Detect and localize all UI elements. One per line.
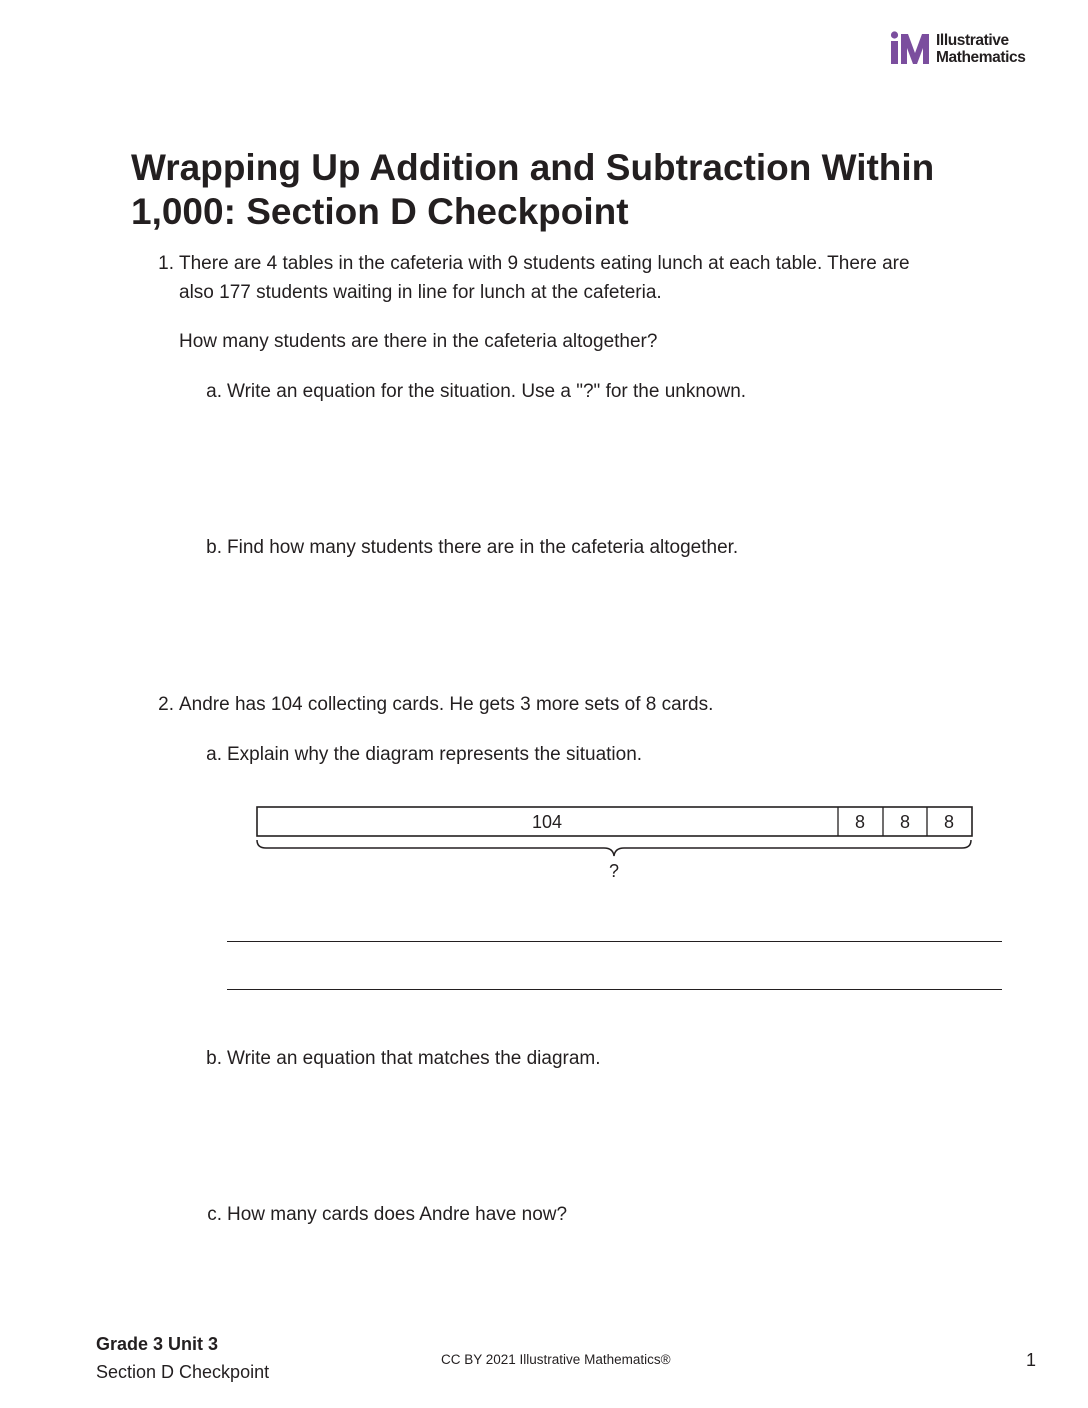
page-title-line-2: 1,000: Section D Checkpoint xyxy=(131,191,629,232)
problem-2-part-c xyxy=(198,1200,567,1229)
problem-2-part-b-label: b. xyxy=(206,1048,222,1069)
tape-segment-8-label-2: 8 xyxy=(899,812,911,832)
problem-1-text-line-1: There are 4 tables in the cafeteria with 9 students eating lunch at each table. There are xyxy=(179,253,910,274)
tape-segment-8-label-1: 8 xyxy=(854,812,866,832)
logo-line-1: Illustrative xyxy=(936,32,1009,49)
answer-line-1[interactable] xyxy=(227,941,1002,942)
page-title-line-1: Wrapping Up Addition and Subtraction Within xyxy=(131,147,935,188)
problem-2-part-b xyxy=(198,1044,601,1073)
problem-1-part-a-text: Write an equation for the situation. Use a "?" for the unknown. xyxy=(227,381,747,402)
total-unknown-label: ? xyxy=(608,861,620,881)
footer-section: Section D Checkpoint xyxy=(96,1362,270,1382)
page-number: 1 xyxy=(1025,1350,1036,1370)
logo-line-2: Mathematics xyxy=(936,49,1026,66)
problem-1-number: 1. xyxy=(158,253,174,274)
tape-segment-104-label: 104 xyxy=(531,812,563,832)
problem-2-text: Andre has 104 collecting cards. He gets 3 more sets of 8 cards. xyxy=(179,694,714,715)
problem-1-part-a-label: a. xyxy=(206,381,222,402)
tape-segment-8-label-3: 8 xyxy=(943,812,955,832)
problem-2-part-a-label: a. xyxy=(206,744,222,765)
problem-1-part-b-text: Find how many students there are in the cafeteria altogether. xyxy=(227,537,739,558)
problem-1-text-line-2: also 177 students waiting in line for lunch at the cafeteria. xyxy=(179,282,662,303)
problem-2-part-b-text: Write an equation that matches the diagram. xyxy=(227,1048,601,1069)
footer-copyright: CC BY 2021 Illustrative Mathematics® xyxy=(441,1352,671,1367)
problem-1-part-b-label: b. xyxy=(206,537,222,558)
problem-2-part-a-text: Explain why the diagram represents the situation. xyxy=(227,744,643,765)
problem-1-question: How many students are there in the cafeteria altogether? xyxy=(179,331,658,352)
answer-line-2[interactable] xyxy=(227,989,1002,990)
problem-2-part-c-label: c. xyxy=(207,1204,222,1225)
footer-course: Grade 3 Unit 3 xyxy=(96,1334,219,1354)
problem-2-number: 2. xyxy=(158,694,174,715)
problem-2-part-c-text: How many cards does Andre have now? xyxy=(227,1204,568,1225)
total-brace xyxy=(257,840,971,856)
